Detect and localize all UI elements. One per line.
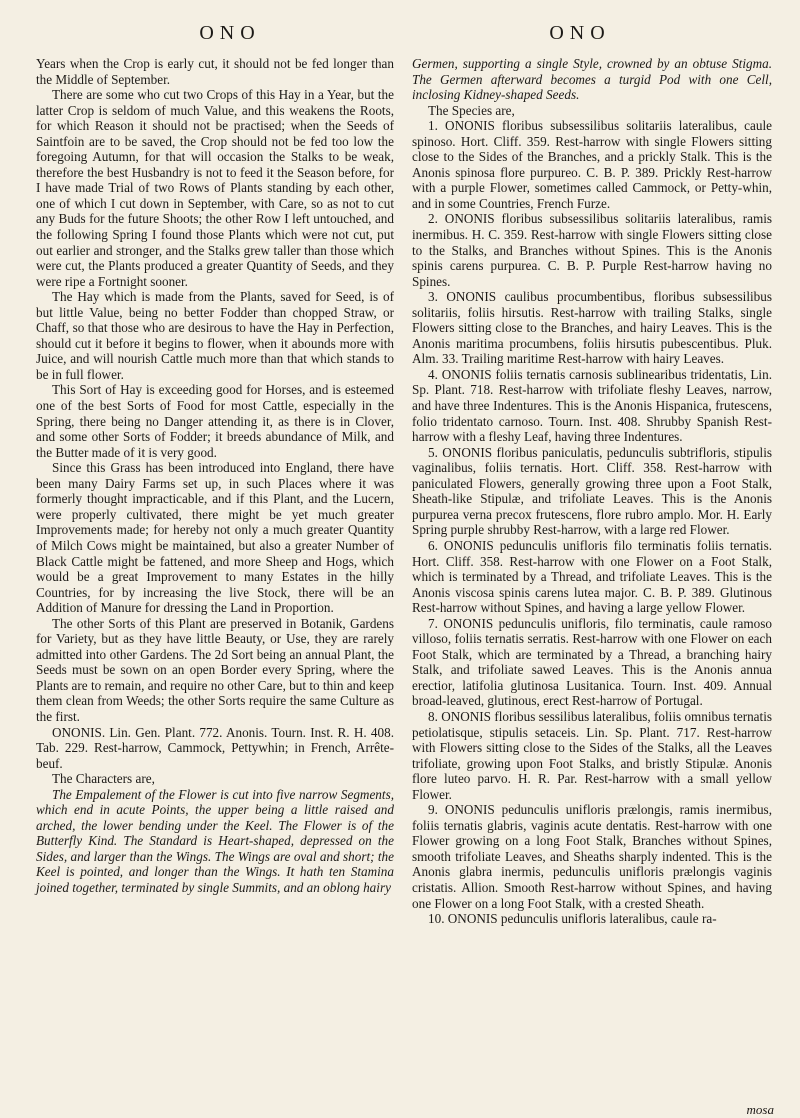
paragraph: The Characters are, xyxy=(52,771,155,787)
catchword: mosa xyxy=(746,1102,774,1117)
species-entry: 10. ONONIS pedunculis unifloris lateralibus, caule ra- xyxy=(428,911,717,927)
paragraph: This Sort of Hay is exceeding good for Horses, and is esteemed one of the best Sorts of Food for most Cattle, especially in the Spring, there being no Danger attending it, as there is in Clover, and some other Sorts of Fodder; it breeds abundance of Milk, and the Butter made of it is very good. xyxy=(36,382,394,460)
species-entry: 4. ONONIS foliis ternatis carnosis sublinearibus tridentatis, Lin. Sp. Plant. 718. Rest-harrow with trifoliate fleshy Leaves, narrow, and have three Indentures. This is the Anonis Hispanica, frutescens, folio tridentato carnoso. Tourn. Inst. 408. Shrubby Spanish Rest-harrow with a fleshy Leaf, having three Indentures. xyxy=(412,366,772,445)
species-entry: 2. ONONIS floribus subsessilibus solitariis lateralibus, ramis inermibus. H. C. 359. Rest-harrow with single Flowers sitting close to the Stalks, and Branches without Spines. This is the Anonis spinis carens purpurea. C. B. P. Purple Rest-harrow having no Spines. xyxy=(412,211,772,289)
species-entry: 3. ONONIS caulibus procumbentibus, floribus subsessilibus solitariis, foliis hirsutis. Rest-harrow with trailing Stalks, single Flowers sitting close to the Branches, and hairy Leaves. This is the Anonis maritima procumbens, foliis hirsutis pubescentibus. Pluk. Alm. 33. Trailing maritime Rest-harrow with hairy Leaves. xyxy=(412,289,772,367)
species-entry: 7. ONONIS pedunculis unifloris, filo terminatis, caule ramoso villoso, foliis ternatis serratis. Rest-harrow with one Flower on each Foot Stalk, which are terminated by a Thread, a branching hairy Stalk, and trifoliate sawed Leaves. This is the Anonis annua erectior, latifolia glutinosa Lusitanica. Tourn. Inst. 409. Annual broad-leaved, glutinous, erect Rest-harrow of Portugal. xyxy=(412,615,772,709)
paragraph: There are some who cut two Crops of this Hay in a Year, but the latter Crop is seldom of much Value, and this weakens the Roots, for which Reason it should not be practised; when the Seeds of Saintfoin are to be saved, the Crop should not be fed too low the foregoing Autumn, for that will occasion the Stalks to be weak, therefore the best Husbandry is not to feed it the Season before, for I have made Trial of two Rows of Plants standing by each other, one of which I cut down in September, with Care, so as not to cut any Buds for the future Shoots; the other Row I left untouched, and the following Spring I found those Plants which were not cut, put out earlier and stronger, and the Stalks grew taller than those which were cut, the Plants produced a greater Quantity of Seeds, and they were ripe a Fortnight sooner. xyxy=(36,87,394,289)
paragraph: The Hay which is made from the Plants, saved for Seed, is of but little Value, being no better Fodder than chopped Straw, or Chaff, so that those who are desirous to have the Hay in Perfection, should cut it before it begins to flower, when it abounds more with Juice, and will nourish Cattle much more than that which stands to be in full flower. xyxy=(36,289,394,382)
running-header xyxy=(0,22,800,48)
paragraph: The Species are, xyxy=(428,102,515,118)
header-right: ONO xyxy=(549,22,611,44)
genus-heading: ONONIS. Lin. Gen. Plant. 772. Anonis. Tourn. Inst. R. H. 408. Tab. 229. Rest-harrow, Cammock, Pettywhin; in French, Arrête-beuf. xyxy=(36,724,394,771)
header-left: ONO xyxy=(199,22,261,44)
paragraph: Since this Grass has been introduced into England, there have been many Dairy Farms set up, in such Places where it was formerly thought impracticable, and if this Plant, and the Lucern, were properly cultivated, there might be yet much greater Improvements made; for hereby not only a much greater Quantity of Milch Cows might be maintained, but also a greater Number of Black Cattle might be fattened, and more Sheep and Hogs, which would be a great Improvement to many Estates in the hilly Countries, for by increasing the live Stock, there will be an Addition of Manure for dressing the Land in Proportion. xyxy=(36,460,394,616)
paragraph: The other Sorts of this Plant are preserved in Botanik, Gardens for Variety, but as they have little Beauty, or Use, they are rarely admitted into other Gardens. The 2d Sort being an annual Plant, the Seeds must be sown on an open Border every Spring, where the Plants are to remain, and require no other Care, but to thin and keep them clean from Weeds; the other Sorts require the same Culture as the first. xyxy=(36,615,394,724)
paragraph: Germen, supporting a single Style, crowned by an obtuse Stigma. The Germen afterward becomes a turgid Pod with one Cell, inclosing Kidney-shaped Seeds. xyxy=(412,56,772,103)
species-entry: 9. ONONIS pedunculis unifloris prælongis, ramis inermibus, foliis ternatis glabris, vaginis acute dentatis. Rest-harrow with one Flower growing on a long Foot Stalk, Branches without Spines, smooth trifoliate Leaves, and Sheaths sharply indented. This is the Anonis glabra inermis, pedunculis unifloris prælongis vaginis cristatis. Allion. Smooth Rest-harrow without Spines, and having one Flower on a long Foot Stalk, with a crested Sheath. xyxy=(412,802,772,911)
left-column xyxy=(36,56,394,896)
right-column xyxy=(412,56,772,927)
characters-paragraph: The Empalement of the Flower is cut into five narrow Segments, which end in acute Points, the upper being a little raised and arched, the lower bending under the Keel. The Flower is of the Butterfly Kind. The Standard is Heart-shaped, depressed on the Sides, and larger than the Wings. The Wings are oval and short; the Keel is pointed, and longer than the Wings. It hath ten Stamina joined together, terminated by single Summits, and an oblong hairy xyxy=(36,786,394,895)
species-entry: 6. ONONIS pedunculis unifloris filo terminatis foliis ternatis. Hort. Cliff. 358. Rest-harrow with one Flower on a Foot Stalk, which is terminated by a Thread, and trifoliate Leaves. This is the Anonis viscosa spinis carens lutea major. C. B. P. 389. Glutinous Rest-harrow without Spines, and having a large yellow Flower. xyxy=(412,537,772,616)
paragraph: Years when the Crop is early cut, it should not be fed longer than the Middle of September. xyxy=(36,56,394,87)
species-entry: 1. ONONIS floribus subsessilibus solitariis lateralibus, caule spinoso. Hort. Cliff. 359. Rest-harrow with single Flowers sitting close to the Sides of the Branches, and a prickly Stalk. This is the Anonis spinosa flore purpureo. C. B. P. 389. Prickly Rest-harrow with a purple Flower, sometimes called Cammock, or Petty-whin, and in some Countries, French Furze. xyxy=(412,118,772,211)
species-entry: 8. ONONIS floribus sessilibus lateralibus, foliis omnibus ternatis petiolatisque, stipulis setaceis. Lin. Sp. Plant. 717. Rest-harrow with Flowers sitting close to the Sides of the Stalks, all the Leaves trifoliate, growing upon Foot Stalks, and bristly Stipulæ. Anonis flore luteo parvo. H. R. Par. Rest-harrow with a small yellow Flower. xyxy=(412,708,772,802)
species-entry: 5. ONONIS floribus paniculatis, pedunculis subtrifloris, stipulis vaginalibus, foliis ternatis. Hort. Cliff. 358. Rest-harrow with paniculated Flowers, generally growing three upon a Foot Stalk, Sheath-like Stipulæ, and trifoliate Leaves. This is the Anonis purpurea verna precox frutescens, flore rubro amplo. Mor. H. Early Spring purple shrubby Rest-harrow, with a large red Flower. xyxy=(412,444,772,538)
